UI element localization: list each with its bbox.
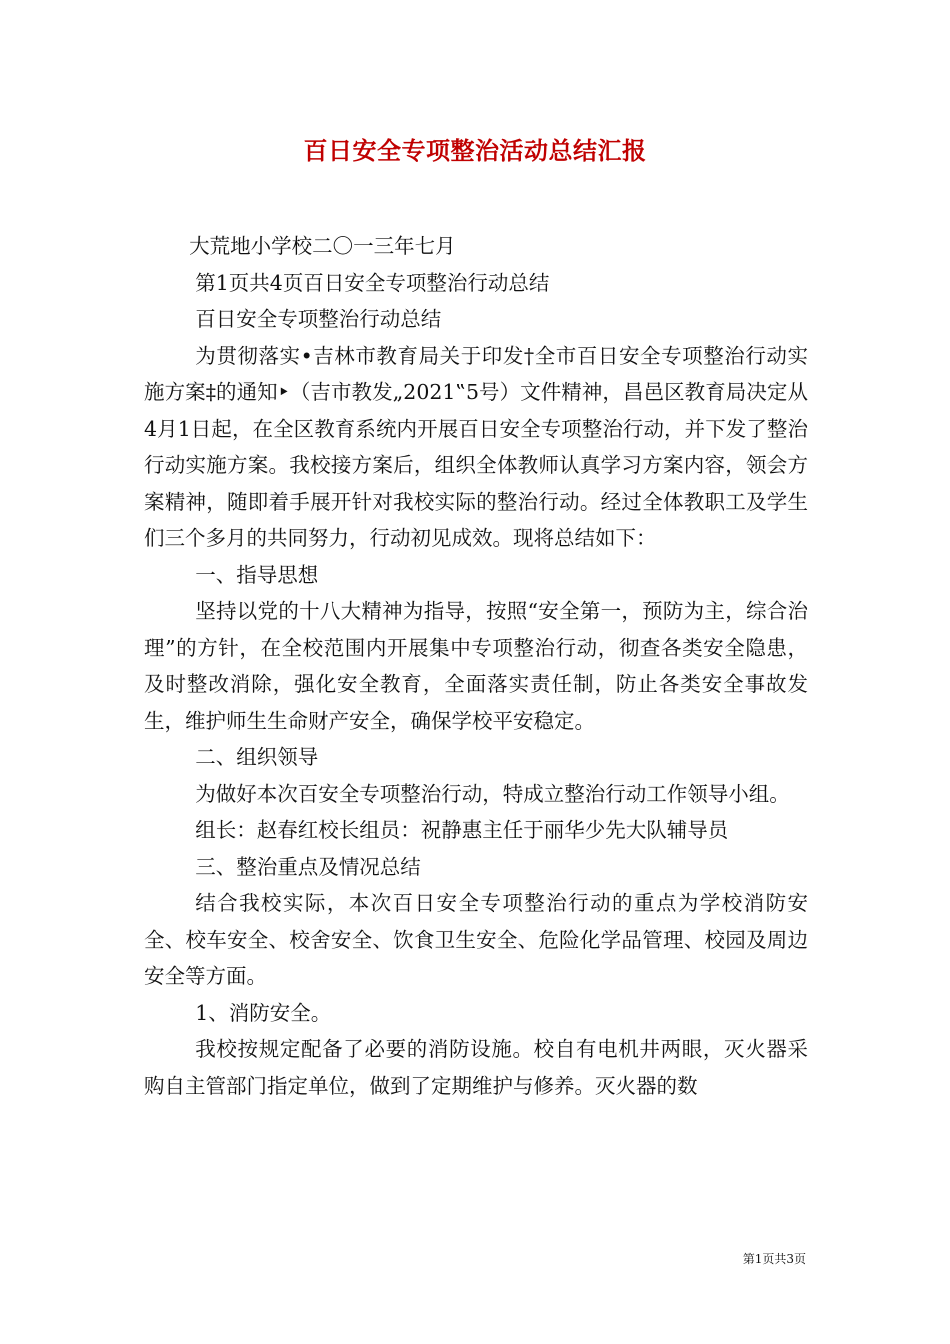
document-title: 百日安全专项整治活动总结汇报 (303, 136, 647, 165)
page-footer: 第1页共3页 (742, 1252, 806, 1266)
section-heading-key-points: 三、整治重点及情况总结 (195, 854, 421, 879)
summary-subtitle: 百日安全专项整治行动总结 (195, 307, 442, 331)
document-body (144, 228, 808, 1104)
section-heading-organization: 二、组织领导 (195, 745, 319, 769)
guiding-thought-paragraph: 坚持以党的十八大精神为指导，按照“安全第一，预防为主，综合治理”的方针，在全校范围内开展集中专项整治行动，彻查各类安全隐患，及时整改消除，强化安全教育，全面落实责任制，防止各类安全事故发生，维护师生生命财产安全，确保学校平安稳定。 (144, 599, 808, 733)
subheading-fire-safety: 1、消防安全。 (195, 1000, 332, 1025)
organization-paragraph: 为做好本次百安全专项整治行动，特成立整治行动工作领导小组。 (195, 781, 790, 806)
intro-paragraph: 为贯彻落实•吉林市教育局关于印发†全市百日安全专项整治行动实施方案‡的通知‣（吉市教发„2021‟5号）文件精神，昌邑区教育局决定从4月1日起，在全区教育系统内开展百日安全专项整治行动，并下发了整治行动实施方案。我校接方案后，组织全体教师认真学习方案内容，领会方案精神，随即着手展开针对我校实际的整治行动。经过全体教职工及学生们三个多月的共同努力，行动初见成效。现将总结如下： (144, 343, 808, 550)
fire-safety-paragraph: 我校按规定配备了必要的消防设施。校自有电机井两眼，灭火器采购自主管部门指定单位，做到了定期维护与修养。灭火器的数 (144, 1037, 808, 1098)
page-info-line: 第1页共4页百日安全专项整治行动总结 (195, 270, 550, 295)
team-members-paragraph: 组长：赵春红校长组员：祝静惠主任于丽华少先大队辅导员 (195, 818, 729, 842)
section-heading-guiding-thought: 一、指导思想 (195, 562, 319, 587)
school-date-line: 大荒地小学校二〇一三年七月 (189, 234, 456, 258)
key-points-paragraph: 结合我校实际，本次百日安全专项整治行动的重点为学校消防安全、校车安全、校舍安全、饮食卫生安全、危险化学品管理、校园及周边安全等方面。 (144, 891, 808, 988)
